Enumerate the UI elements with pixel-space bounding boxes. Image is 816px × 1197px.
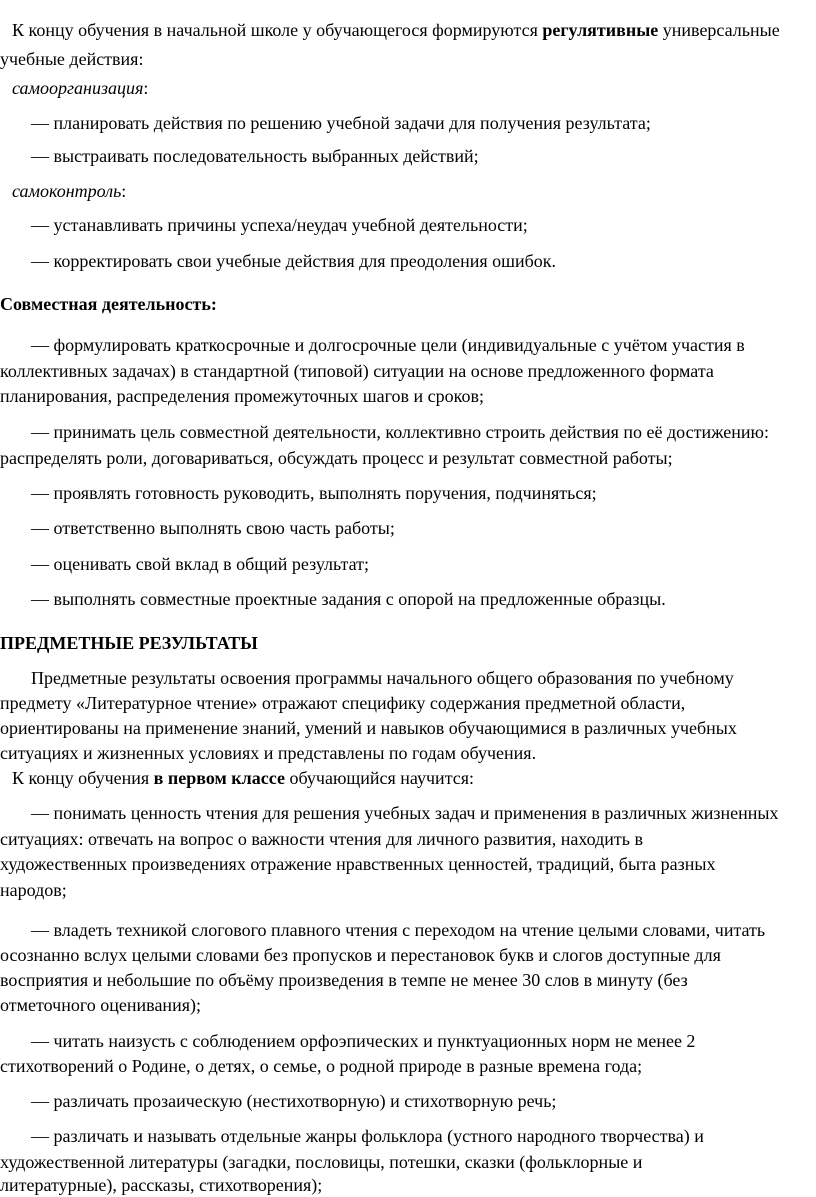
grade-item-2-line-1: — владеть техникой слогового плавного чтения с переходом на чтение целыми словами, читать [31,920,766,940]
joint-item-1-line-2: коллективных задачах) в стандартной (типовой) ситуации на основе предложенного формата [0,361,714,381]
intro-bold-term: регулятивные [542,20,659,40]
joint-item-4: — ответственно выполнять свою часть работы; [31,518,395,538]
joint-item-2-line-2: распределять роли, договариваться, обсуждать процесс и результат совместной работы; [0,448,673,468]
grade-item-3-line-1: — читать наизусть с соблюдением орфоэпических и пунктуационных норм не менее 2 [31,1031,696,1051]
subject-para-line-2: предмету «Литературное чтение» отражают специфику содержания предметной области, [0,693,686,713]
subject-para-line-4: ситуациях и жизненных условиях и представлены по годам обучения. [0,743,537,763]
grade-item-1-line-1: — понимать ценность чтения для решения учебных задач и применения в различных жизненных [31,803,779,823]
intro-line-1 [12,21,780,39]
joint-item-1-line-1: — формулировать краткосрочные и долгосрочные цели (индивидуальные с учётом участия в [31,335,745,355]
self-org-item-2: — выстраивать последовательность выбранных действий; [31,146,479,166]
grade-intro-pre: К концу обучения [12,768,154,788]
grade-item-5-line-3: литературные), рассказы, стихотворения); [0,1175,323,1195]
grade-item-1-line-3: художественных произведениях отражение нравственных ценностей, традиций, быта разных [0,854,716,874]
grade-item-2-line-4: отметочного оценивания); [0,995,201,1015]
grade-item-5-line-2: художественной литературы (загадки, пословицы, потешки, сказки (фольклорные и [0,1152,643,1172]
self-ctrl-heading [12,182,126,200]
joint-item-5: — оценивать свой вклад в общий результат; [31,554,370,574]
subject-para-line-3: ориентированы на применение знаний, умений и навыков обучающимися в различных учебных [0,718,737,738]
subject-heading: ПРЕДМЕТНЫЕ РЕЗУЛЬТАТЫ [0,633,258,653]
grade-item-3-line-2: стихотворений о Родине, о детях, о семье, о родной природе в разные времена года; [0,1056,643,1076]
self-org-heading [12,79,148,97]
self-org-item-1: — планировать действия по решению учебной задачи для получения результата; [31,113,651,133]
grade-item-2-line-2: осознанно вслух целыми словами без пропусков и перестановок букв и слогов доступные для [0,945,721,965]
grade-item-2-line-3: восприятия и небольшие по объёму произведения в темпе не менее 30 слов в минуту (без [0,970,688,990]
grade-item-5-line-1: — различать и называть отдельные жанры фольклора (устного народного творчества) и [31,1126,704,1146]
joint-heading: Совместная деятельность: [0,294,217,314]
grade-item-4: — различать прозаическую (нестихотворную) и стихотворную речь; [31,1091,557,1111]
grade-intro [12,769,474,787]
self-ctrl-label: самоконтроль [12,181,122,201]
joint-item-6: — выполнять совместные проектные задания с опорой на предложенные образцы. [31,589,666,609]
joint-item-3: — проявлять готовность руководить, выполнять поручения, подчиняться; [31,483,597,503]
grade-item-1-line-2: ситуациях: отвечать на вопрос о важности чтения для личного развития, находить в [0,829,643,849]
grade-item-1-line-4: народов; [0,880,67,900]
self-org-label: самоорганизация [12,78,144,98]
self-ctrl-colon: : [121,181,127,201]
intro-line-2: учебные действия: [0,49,144,69]
self-ctrl-item-1: — устанавливать причины успеха/неудач учебной деятельности; [31,215,528,235]
joint-item-2-line-1: — принимать цель совместной деятельности, коллективно строить действия по её достижению: [31,422,770,442]
subject-para-line-1: Предметные результаты освоения программы начального общего образования по учебному [31,668,734,688]
intro-text-pre: К концу обучения в начальной школе у обучающегося формируются [12,20,543,40]
joint-item-1-line-3: планирования, распределения промежуточных шагов и сроков; [0,386,484,406]
self-ctrl-item-2: — корректировать свои учебные действия для преодоления ошибок. [31,251,557,271]
grade-intro-post: обучающийся научится: [284,768,475,788]
self-org-colon: : [143,78,149,98]
intro-text-post: универсальные [658,20,780,40]
grade-intro-bold: в первом классе [153,768,285,788]
